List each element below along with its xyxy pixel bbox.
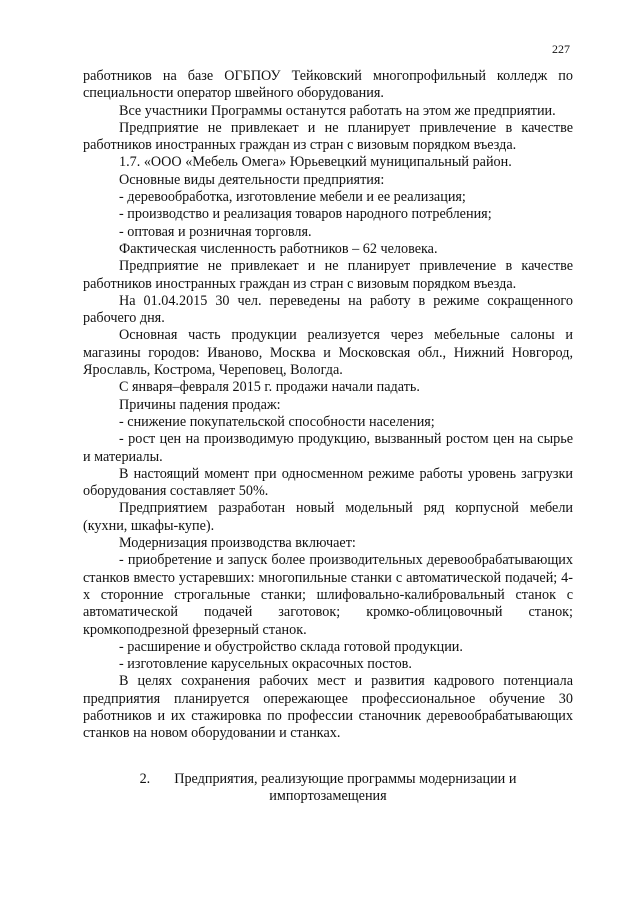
- paragraph: С января–февраля 2015 г. продажи начали падать.: [119, 379, 420, 396]
- section-title: Предприятия, реализующие программы модернизации и импортозамещения: [174, 770, 517, 804]
- paragraph: Основные виды деятельности предприятия:: [119, 171, 385, 188]
- section-number: 2.: [139, 770, 151, 787]
- paragraph: Основная часть продукции реализуется через мебельные салоны и магазины городов: Иваново, Москва и Московская обл., Нижний Новгород, Ярославль, Кострома, Череповец, Вологда.: [83, 327, 573, 379]
- paragraph: Фактическая численность работников – 62 человека.: [119, 240, 438, 257]
- list-item: - снижение покупательской способности населения;: [119, 413, 435, 430]
- list-item: - расширение и обустройство склада готовой продукции.: [119, 638, 463, 655]
- page-number: 227: [552, 42, 570, 56]
- paragraph: В настоящий момент при односменном режиме работы уровень загрузки оборудования составляет 50%.: [83, 465, 573, 500]
- list-item: - приобретение и запуск более производительных деревообрабатывающих станков вместо устаревших: многопильные станки с автоматической подачей; 4-х сторонние строгальные станки; шлифовально-калибровальный станок с автоматической подачей заготовок; кромко-облицовочный станок; кромкоподрезной фрезерный станок.: [83, 552, 573, 638]
- paragraph: В целях сохранения рабочих мест и развития кадрового потенциала предприятия планируется опережающее профессиональное обучение 30 работников и их стажировка по профессии станочник деревообрабатывающих станков на новом оборудовании и станках.: [83, 673, 573, 742]
- paragraph: Все участники Программы останутся работать на этом же предприятии.: [119, 102, 556, 119]
- document-body: [83, 68, 573, 805]
- paragraph: 1.7. «ООО «Мебель Омега» Юрьевецкий муниципальный район.: [119, 154, 512, 171]
- paragraph: Предприятие не привлекает и не планирует привлечение в качестве работников иностранных граждан из стран с визовым порядком въезда.: [83, 258, 573, 292]
- list-item: - рост цен на производимую продукцию, вызванный ростом цен на сырье и материалы.: [83, 431, 573, 465]
- list-item: - оптовая и розничная торговля.: [119, 223, 312, 240]
- paragraph: Предприятие не привлекает и не планирует привлечение в качестве работников иностранных граждан из стран с визовым порядком въезда.: [83, 119, 573, 154]
- list-item: - изготовление карусельных окрасочных постов.: [119, 656, 412, 673]
- paragraph: работников на базе ОГБПОУ Тейковский многопрофильный колледж по специальности оператор швейного оборудования.: [83, 68, 573, 102]
- list-item: - деревообработка, изготовление мебели и ее реализация;: [119, 189, 466, 206]
- paragraph: На 01.04.2015 30 чел. переведены на работу в режиме сокращенного рабочего дня.: [83, 292, 573, 327]
- paragraph: Причины падения продаж:: [119, 396, 281, 413]
- section-heading: [83, 771, 573, 806]
- list-item: - производство и реализация товаров народного потребления;: [119, 206, 492, 223]
- paragraph: Предприятием разработан новый модельный ряд корпусной мебели (кухни, шкафы-купе).: [83, 500, 573, 534]
- paragraph: Модернизация производства включает:: [119, 535, 356, 552]
